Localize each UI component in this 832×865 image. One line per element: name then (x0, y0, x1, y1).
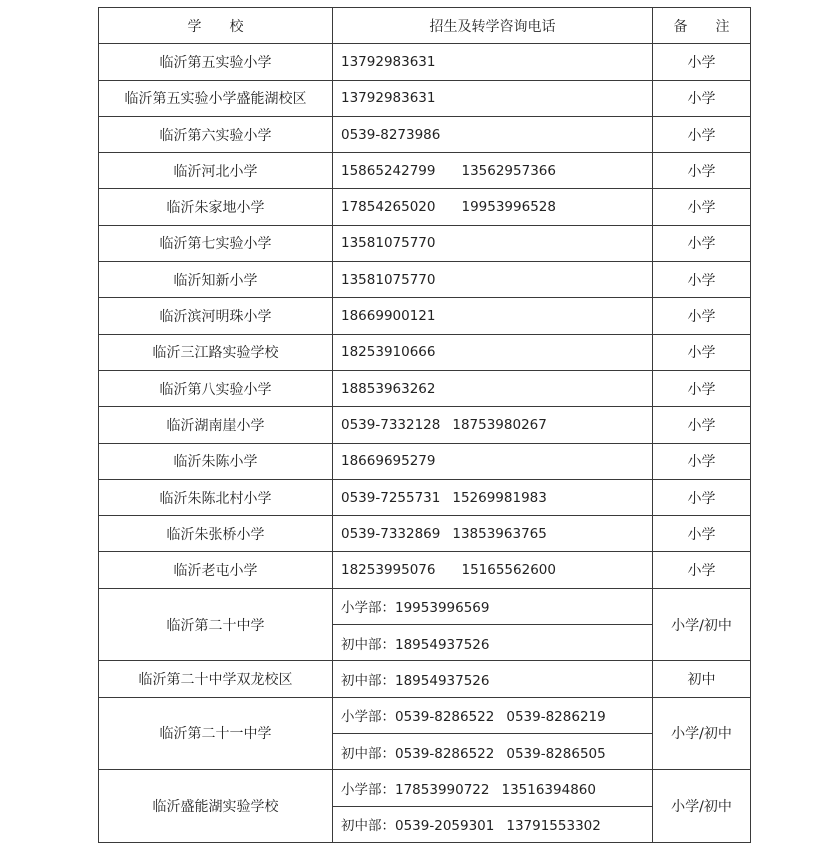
table-row (99, 116, 751, 152)
table-row (99, 588, 751, 624)
table-row (99, 225, 751, 261)
school-name: 临沂河北小学 (99, 153, 333, 189)
phone-number: 18669695279 (341, 453, 436, 470)
phone-section-label: 初中部： (341, 745, 395, 762)
phone-number: 0539-7332869 (341, 525, 441, 542)
school-name: 临沂第八实验小学 (99, 370, 333, 406)
phone-cell (333, 189, 653, 225)
school-contact-table (98, 7, 751, 843)
phone-number: 0539-7255731 (341, 489, 441, 506)
phone-number: 18253995076 (341, 562, 436, 579)
note-cell: 小学 (653, 262, 751, 298)
phone-cell (333, 407, 653, 443)
phone-cell (333, 225, 653, 261)
phone-number: 19953996569 (395, 600, 490, 617)
school-name: 临沂朱张桥小学 (99, 516, 333, 552)
note-cell: 小学 (653, 116, 751, 152)
note-cell: 小学 (653, 479, 751, 515)
school-name: 临沂三江路实验学校 (99, 334, 333, 370)
phone-number: 18954937526 (395, 672, 490, 689)
note-cell: 小学/初中 (653, 697, 751, 770)
phone-number: 18853963262 (341, 380, 436, 397)
note-cell: 小学 (653, 153, 751, 189)
table-row (99, 770, 751, 806)
phone-cell (333, 733, 653, 769)
note-cell: 小学/初中 (653, 588, 751, 661)
header-note: 备 注 (653, 8, 751, 44)
school-name: 临沂湖南崖小学 (99, 407, 333, 443)
phone-cell (333, 116, 653, 152)
phone-number: 19953996528 (461, 199, 556, 216)
table-row (99, 370, 751, 406)
phone-section-label: 初中部： (341, 636, 395, 653)
phone-number: 13791553302 (506, 818, 601, 835)
phone-cell (333, 443, 653, 479)
school-name: 临沂朱陈北村小学 (99, 479, 333, 515)
table-row (99, 661, 751, 697)
header-school: 学 校 (99, 8, 333, 44)
phone-number: 15269981983 (452, 489, 547, 506)
note-cell: 小学 (653, 334, 751, 370)
note-cell: 小学 (653, 44, 751, 80)
school-name: 临沂滨河明珠小学 (99, 298, 333, 334)
phone-number: 0539-8286522 (395, 709, 495, 726)
phone-cell (333, 661, 653, 697)
note-cell: 小学 (653, 516, 751, 552)
note-cell: 小学 (653, 407, 751, 443)
phone-number: 0539-8273986 (341, 126, 441, 143)
note-cell: 小学 (653, 80, 751, 116)
phone-number: 18954937526 (395, 636, 490, 653)
phone-number: 0539-8286522 (395, 745, 495, 762)
phone-cell (333, 44, 653, 80)
phone-number: 13792983631 (341, 53, 436, 70)
school-name: 临沂老屯小学 (99, 552, 333, 588)
table-body (99, 44, 751, 843)
phone-number: 0539-7332128 (341, 416, 441, 433)
phone-cell (333, 262, 653, 298)
header-phone: 招生及转学咨询电话 (333, 8, 653, 44)
school-name: 临沂知新小学 (99, 262, 333, 298)
phone-number: 17854265020 (341, 199, 436, 216)
table-row (99, 443, 751, 479)
phone-cell (333, 479, 653, 515)
phone-number: 0539-8286505 (506, 745, 606, 762)
phone-number: 13516394860 (501, 781, 596, 798)
note-cell: 小学 (653, 552, 751, 588)
school-name: 临沂第二十中学 (99, 588, 333, 661)
phone-number: 13562957366 (461, 162, 556, 179)
phone-number: 13792983631 (341, 90, 436, 107)
school-name: 临沂第六实验小学 (99, 116, 333, 152)
note-cell: 小学 (653, 189, 751, 225)
phone-cell (333, 625, 653, 661)
phone-cell (333, 370, 653, 406)
phone-section-label: 初中部： (341, 818, 395, 835)
note-cell: 小学 (653, 225, 751, 261)
phone-cell (333, 80, 653, 116)
phone-cell (333, 806, 653, 842)
school-name: 临沂第二十一中学 (99, 697, 333, 770)
phone-cell (333, 516, 653, 552)
school-name: 临沂盛能湖实验学校 (99, 770, 333, 843)
phone-cell (333, 298, 653, 334)
table-row (99, 189, 751, 225)
phone-number: 0539-8286219 (506, 709, 606, 726)
school-name: 临沂朱家地小学 (99, 189, 333, 225)
school-name: 临沂第五实验小学盛能湖校区 (99, 80, 333, 116)
school-name: 临沂朱陈小学 (99, 443, 333, 479)
table-row (99, 552, 751, 588)
phone-number: 13581075770 (341, 271, 436, 288)
phone-cell (333, 697, 653, 733)
phone-number: 13581075770 (341, 235, 436, 252)
phone-number: 15165562600 (461, 562, 556, 579)
school-name: 临沂第七实验小学 (99, 225, 333, 261)
note-cell: 小学 (653, 370, 751, 406)
phone-number: 18669900121 (341, 308, 436, 325)
table-row (99, 262, 751, 298)
phone-cell (333, 588, 653, 624)
table-row (99, 334, 751, 370)
table-row (99, 407, 751, 443)
phone-cell (333, 153, 653, 189)
note-cell: 小学 (653, 298, 751, 334)
note-cell: 初中 (653, 661, 751, 697)
phone-section-label: 小学部： (341, 600, 395, 617)
phone-number: 15865242799 (341, 162, 436, 179)
note-cell: 小学 (653, 443, 751, 479)
table-row (99, 80, 751, 116)
phone-number: 18253910666 (341, 344, 436, 361)
phone-number: 0539-2059301 (395, 818, 495, 835)
phone-number: 13853963765 (452, 525, 547, 542)
table-row (99, 44, 751, 80)
table-row (99, 479, 751, 515)
phone-cell (333, 552, 653, 588)
phone-section-label: 初中部： (341, 672, 395, 689)
note-cell: 小学/初中 (653, 770, 751, 843)
school-name: 临沂第二十中学双龙校区 (99, 661, 333, 697)
phone-cell (333, 334, 653, 370)
phone-number: 17853990722 (395, 781, 490, 798)
phone-section-label: 小学部： (341, 709, 395, 726)
phone-cell (333, 770, 653, 806)
school-name: 临沂第五实验小学 (99, 44, 333, 80)
table-header-row (99, 8, 751, 44)
table-row (99, 153, 751, 189)
table-row (99, 697, 751, 733)
phone-number: 18753980267 (452, 416, 547, 433)
phone-section-label: 小学部： (341, 781, 395, 798)
table-row (99, 516, 751, 552)
table-row (99, 298, 751, 334)
